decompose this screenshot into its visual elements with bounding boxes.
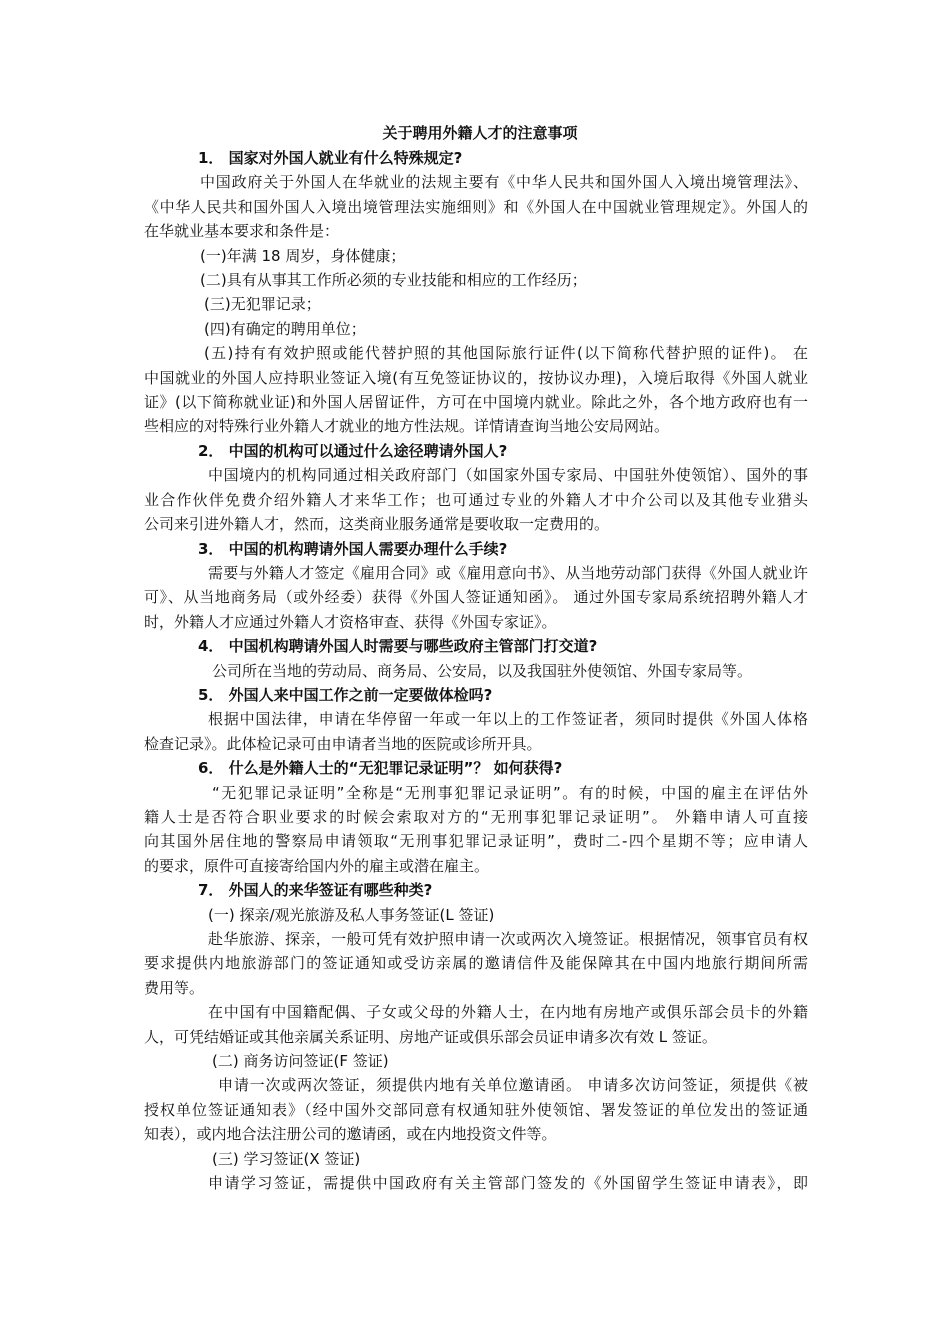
list-item: (四)有确定的聘用单位； — [204, 319, 366, 338]
paragraph-line: 证》(以下简称就业证)和外国人居留证件，方可在中国境内就业。除此之外，各个地方政府也有一 — [144, 393, 808, 412]
list-item: (二)具有从事其工作所必须的专业技能和相应的工作经历； — [200, 271, 587, 290]
paragraph-line: 授权单位签证通知表》（经中国外交部同意有权通知驻外使领馆、署发签证的单位发出的签证通 — [144, 1100, 808, 1119]
document-page — [144, 120, 808, 1195]
paragraph-line: 知表），或内地合法注册公司的邀请函，或在内地投资文件等。 — [144, 1125, 557, 1144]
paragraph-line: 公司来引进外籍人才，然而，这类商业服务通常是要收取一定费用的。 — [144, 515, 610, 534]
paragraph-line: 根据中国法律，申请在华停留一年或一年以上的工作签证者，须同时提供《外国人体格 — [208, 710, 808, 729]
question-4-heading: 4． 中国机构聘请外国人时需要与哪些政府主管部门打交道? — [198, 637, 598, 656]
paragraph-line: 在中国有中国籍配偶、子女或父母的外籍人士，在内地有房地产或俱乐部会员卡的外籍 — [208, 1003, 808, 1022]
paragraph-line: 中国境内的机构同通过相关政府部门（如国家外国专家局、中国驻外使领馆）、国外的事 — [208, 466, 808, 485]
paragraph-line: 人，可凭结婚证或其他亲属关系证明、房地产证或俱乐部会员证申请多次有效 L 签证。 — [144, 1027, 717, 1046]
paragraph-line: 检查记录》。此体检记录可由申请者当地的医院或诊所开具。 — [144, 734, 542, 753]
list-item: (一)年满 18 周岁，身体健康； — [200, 246, 406, 265]
paragraph-line: 公司所在当地的劳动局、商务局、公安局，以及我国驻外使领馆、外国专家局等。 — [212, 661, 753, 680]
visa-type-title: (三) 学习签证(X 签证) — [212, 1149, 361, 1168]
question-3-heading: 3． 中国的机构聘请外国人需要办理什么手续? — [198, 539, 508, 558]
paragraph-line: 需要与外籍人才签定《雇用合同》或《雇用意向书》、从当地劳动部门获得《外国人就业许 — [208, 563, 808, 582]
paragraph-line: 《中华人民共和国外国人入境出境管理法实施细则》和《外国人在中国就业管理规定》。外国人的 — [144, 197, 808, 216]
paragraph-line: 业合作伙伴免费介绍外籍人才来华工作；也可通过专业的外籍人才中介公司以及其他专业猎头 — [144, 490, 808, 509]
question-5-heading: 5． 外国人来中国工作之前一定要做体检吗? — [198, 685, 493, 704]
visa-type-title: (二) 商务访问签证(F 签证) — [212, 1052, 389, 1071]
list-item: (三)无犯罪记录； — [204, 295, 321, 314]
paragraph-line: 中国就业的外国人应持职业签证入境(有互免签证协议的，按协议办理)，入境后取得《外国人就业 — [144, 368, 808, 387]
question-6-heading: 6． 什么是外籍人士的“无犯罪记录证明”？ 如何获得? — [198, 759, 563, 778]
list-item: (五)持有有效护照或能代替护照的其他国际旅行证件(以下简称代替护照的证件)。 在 — [204, 344, 808, 363]
question-7-heading: 7． 外国人的来华签证有哪些种类? — [198, 881, 433, 900]
paragraph-line: 籍人士是否符合职业要求的时候会索取对方的“无刑事犯罪记录证明”。 外籍申请人可直接 — [144, 807, 808, 826]
question-1-heading: 1． 国家对外国人就业有什么特殊规定? — [198, 149, 463, 167]
paragraph-line: 中国政府关于外国人在华就业的法规主要有《中华人民共和国外国人入境出境管理法》、 — [200, 173, 808, 192]
paragraph-line: 要求提供内地旅游部门的签证通知或受访亲属的邀请信件及能保障其在中国内地旅行期间所需 — [144, 954, 808, 973]
paragraph-line: 赴华旅游、探亲，一般可凭有效护照申请一次或两次入境签证。根据情况，领事官员有权 — [208, 930, 808, 948]
paragraph-line: 向其国外居住地的警察局申请领取“无刑事犯罪记录证明”，费时二-四个星期不等；应申请人 — [144, 832, 808, 851]
paragraph-line: 时，外籍人才应通过外籍人才资格审查、获得《外国专家证》。 — [144, 612, 557, 631]
paragraph-line: “无犯罪记录证明”全称是“无刑事犯罪记录证明”。有的时候，中国的雇主在评估外 — [212, 783, 808, 802]
paragraph-line: 可》、从当地商务局（或外经委）获得《外国人签证通知函》。 通过外国专家局系统招聘外籍人才 — [144, 588, 808, 607]
question-2-heading: 2． 中国的机构可以通过什么途径聘请外国人? — [198, 441, 508, 460]
document-title: 关于聘用外籍人才的注意事项 — [382, 124, 578, 142]
paragraph-line: 的要求，原件可直接寄给国内外的雇主或潜在雇主。 — [144, 856, 490, 875]
paragraph-line: 费用等。 — [144, 978, 205, 997]
paragraph-line: 些相应的对特殊行业外籍人才就业的地方性法规。详情请查询当地公安局网站。 — [144, 417, 670, 436]
paragraph-line: 申请一次或两次签证，须提供内地有关单位邀请函。 申请多次访问签证，须提供《被 — [218, 1076, 808, 1095]
paragraph-line: 申请学习签证，需提供中国政府有关主管部门签发的《外国留学生签证申请表》，即 — [208, 1174, 808, 1193]
paragraph-line: 在华就业基本要求和条件是： — [144, 222, 340, 241]
visa-type-title: (一) 探亲/观光旅游及私人事务签证(L 签证) — [208, 905, 495, 924]
